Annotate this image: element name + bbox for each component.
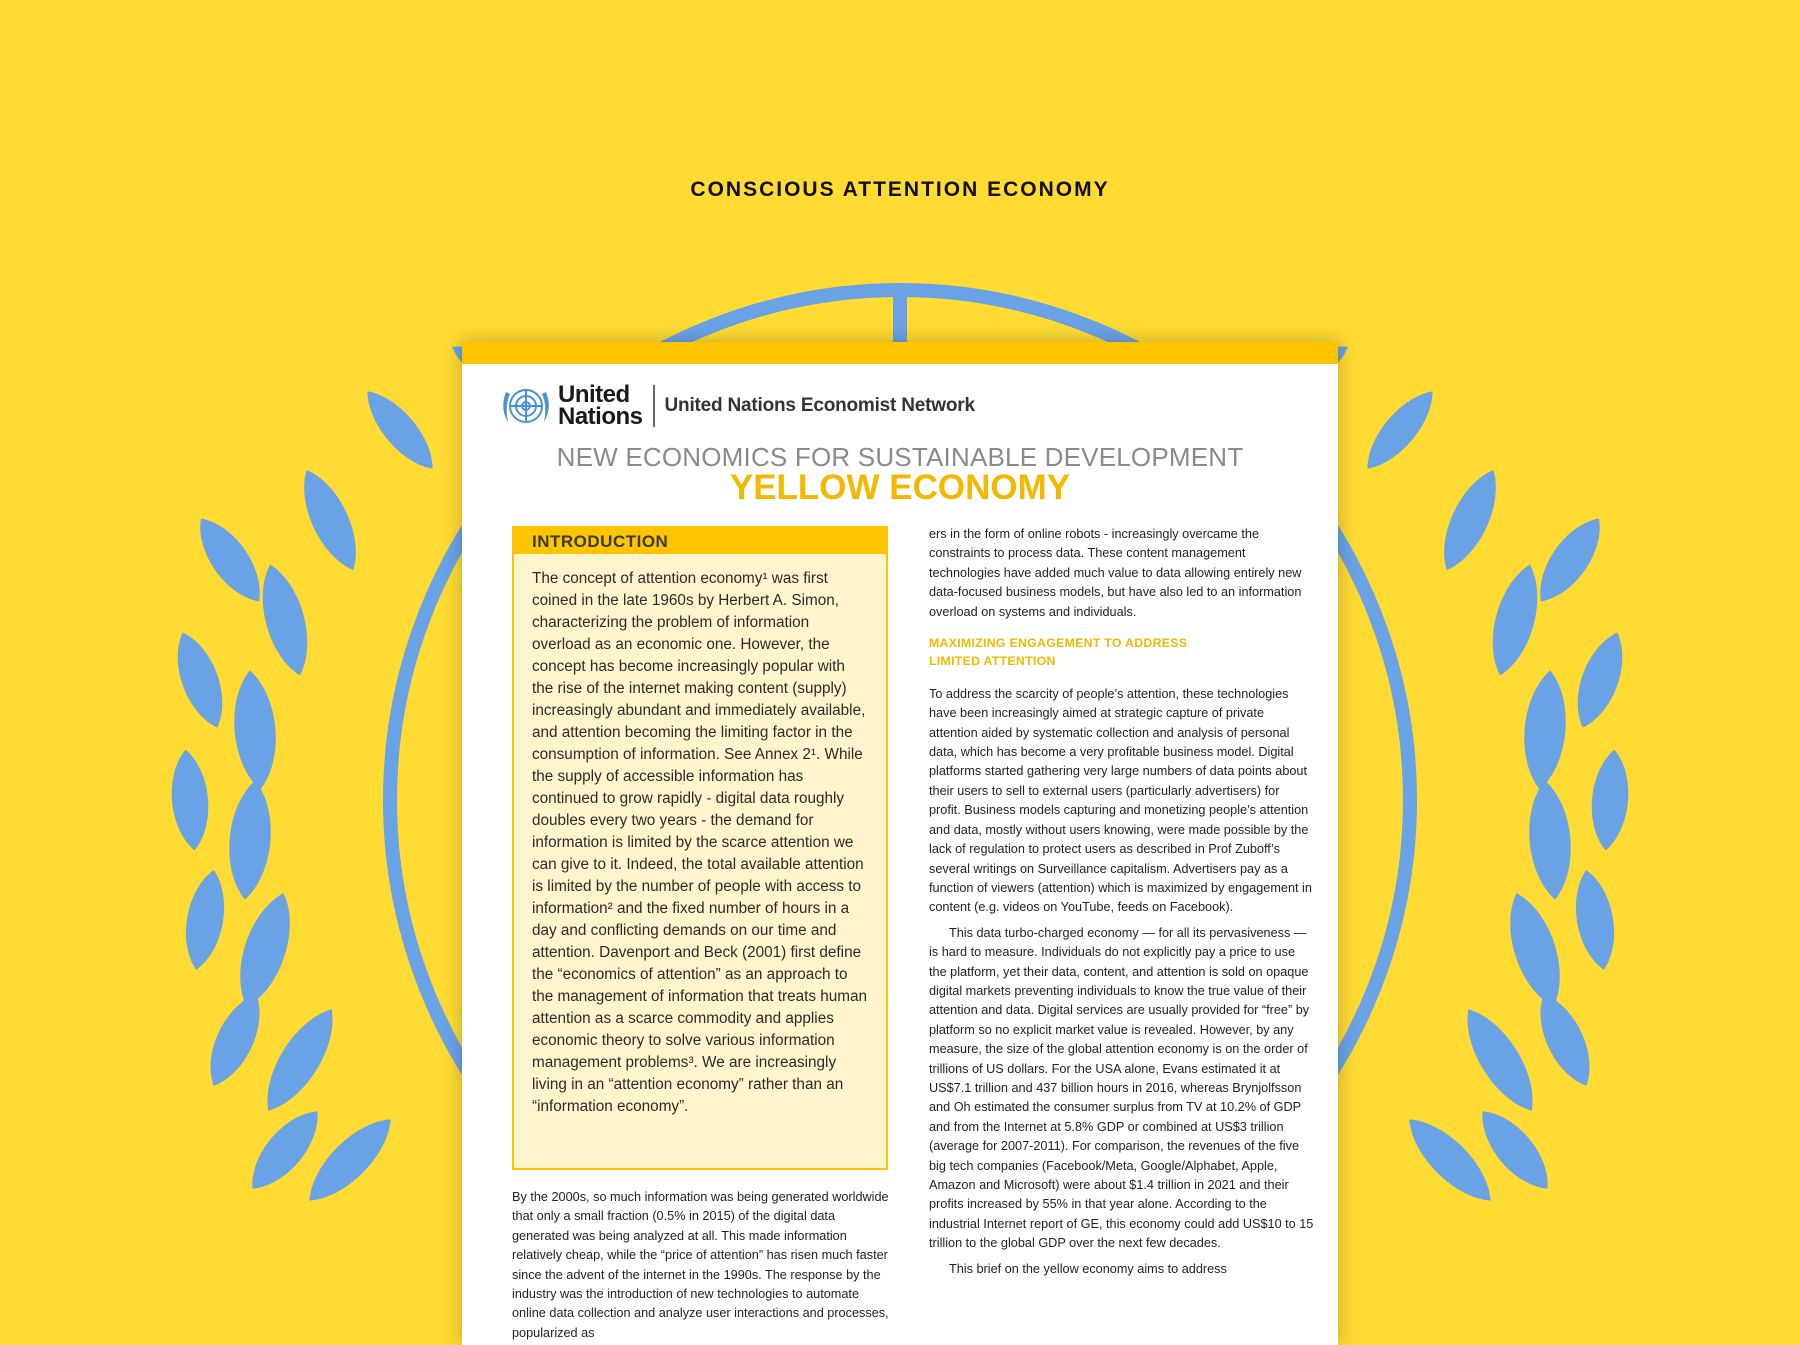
document-page: [462, 342, 1338, 1345]
introduction-box: [512, 526, 888, 1170]
right-paragraph-1: ers in the form of online robots - increasingly overcame the constraints to process data. These content management technologies have added much value to data allowing entirely new data-focused business models, but have also led to an information overload on systems and individuals.: [929, 527, 1302, 619]
section-heading: [929, 634, 1314, 671]
right-paragraph-4: This brief on the yellow economy aims to address: [949, 1261, 1227, 1276]
banner-title: CONSCIOUS ATTENTION ECONOMY: [690, 178, 1110, 201]
document-header: [500, 382, 975, 430]
document-subtitle: NEW ECONOMICS FOR SUSTAINABLE DEVELOPMENT: [556, 442, 1244, 472]
un-emblem-icon: [500, 382, 552, 430]
section-heading-line2: LIMITED ATTENTION: [929, 654, 1056, 669]
un-logo-text: [558, 381, 643, 430]
header-divider: [653, 385, 655, 427]
un-logo-line2: Nations: [558, 403, 643, 430]
introduction-text: The concept of attention economy¹ was first coined in the late 1960s by Herbert A. Simon, characterizing the problem of information overload as an economic one. However, the concept has become increasingly popular with the rise of the internet making content (supply) increasingly abundant and immediately available, and attention becoming the limiting factor in the consumption of information. See Annex 2¹. While the supply of accessible information has continued to grow rapidly - digital data roughly doubles every two years - the demand for information is limited by the scarce attention we can give to it. Indeed, the total available attention is limited by the number of people with access to information² and the fixed number of hours in a day and conflicting demands on our time and attention. Davenport and Beck (2001) first define the “economics of attention” as an approach to the management of information that treats human attention as a scarce commodity and applies economic theory to solve various information management problems³. We are increasingly living in an “attention economy” rather than an “information economy”.: [532, 570, 868, 1115]
left-column-paragraph: By the 2000s, so much information was being generated worldwide that only a small fraction (0.5% in 2015) of the digital data generated was being analyzed at all. This made information relatively cheap, while the “price of attention” has risen much faster since the advent of the internet in the 1990s. The response by the industry was the introduction of new technologies to automate online data collection and analyze user interactions and processes, popularized as: [512, 1190, 889, 1340]
un-logo-line1: United: [558, 381, 630, 408]
right-column: [929, 525, 1314, 1279]
right-paragraph-2: To address the scarcity of people’s attention, these technologies have been increasingly aimed at strategic capture of private attention aided by systematic collection and analysis of personal data, which has become a very profitable business model. Digital platforms started gathering very large numbers of data points about their users to sell to external users (particularly advertisers) for profit. Business models capturing and monetizing people’s attention and data, mostly without users knowing, were made possible by the lack of regulation to protect users as described in Prof Zuboff’s several writings on Surveillance capitalism. Advertisers pay as a function of viewers (attention) which is maximized by engagement in content (e.g. videos on YouTube, feeds on Facebook).: [929, 686, 1312, 915]
section-heading-line1: MAXIMIZING ENGAGEMENT TO ADDRESS: [929, 636, 1188, 651]
right-paragraph-3: This data turbo-charged economy — for all its pervasiveness — is hard to measure. Individuals do not explicitly pay a price to use the platform, yet their data, content, and attention is sold on opaque digital markets preventing individuals to know the true value of their attention and data. Digital services are usually provided for “free” by platform so no explicit market value is revealed. However, by any measure, the size of the global attention economy is on the order of trillions of US dollars. For the USA alone, Evans estimated it at US$7.1 trillion and 437 billion hours in 2016, whereas Brynjolfsson and Oh estimated the consumer surplus from TV at 10.2% of GDP and from the Internet at 5.8% GDP or combined at US$3 trillion (average for 2007-2011). For comparison, the revenues of the five big tech companies (Facebook/Meta, Google/Alphabet, Apple, Amazon and Microsoft) were about $1.4 trillion in 2021 and their profits increased by 55% in that year alone. According to the industrial Internet report of GE, this economy could add US$10 to 15 trillion to the global GDP over the next few decades.: [929, 925, 1314, 1251]
network-name: United Nations Economist Network: [664, 395, 975, 416]
document-title: YELLOW ECONOMY: [729, 468, 1071, 507]
introduction-heading: INTRODUCTION: [514, 528, 886, 554]
document-top-bar: [462, 342, 1338, 364]
